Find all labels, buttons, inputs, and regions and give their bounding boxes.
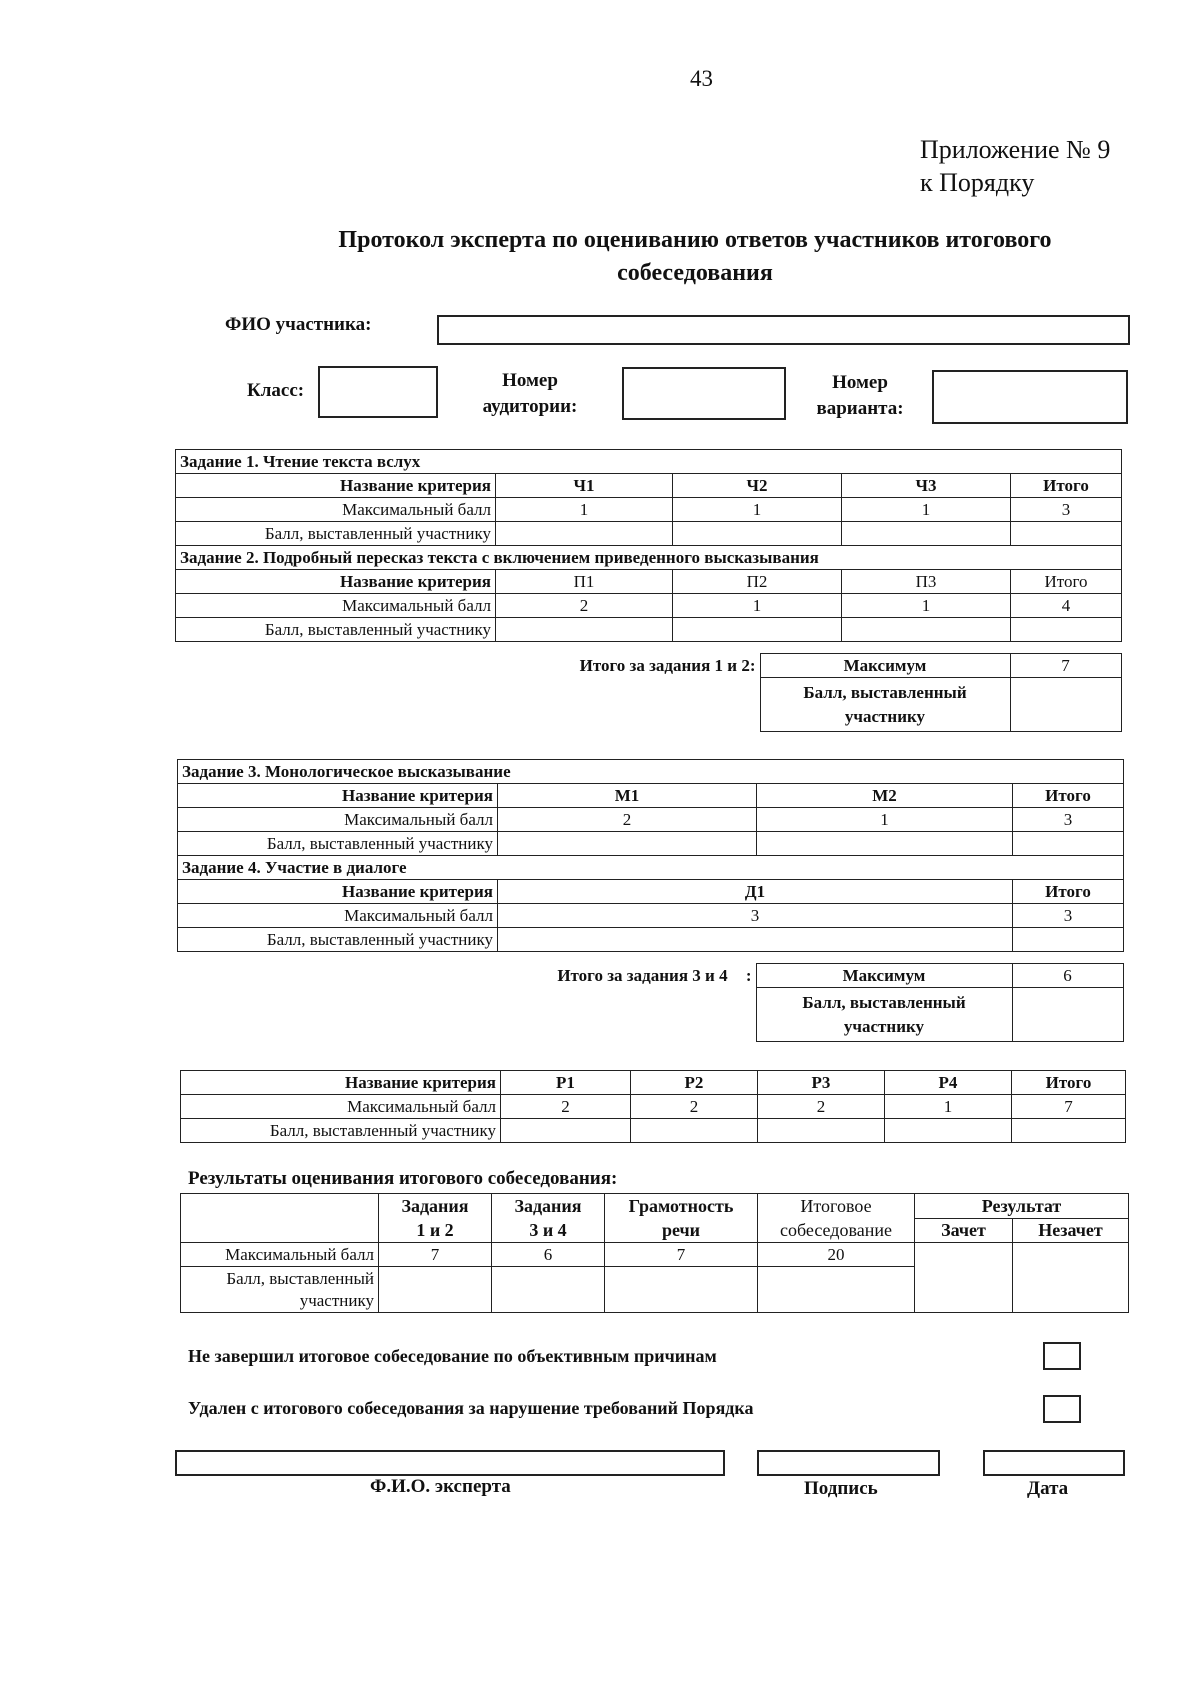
criterion-r1: Р1 — [501, 1071, 631, 1095]
task2-criteria-row — [176, 570, 1122, 594]
criterion-p2: П2 — [673, 570, 842, 594]
speech-given-row — [181, 1119, 1126, 1143]
max-p2: 1 — [673, 594, 842, 618]
given-label-line-2: участнику — [844, 706, 926, 726]
given-task2-total-cell[interactable] — [1011, 618, 1122, 642]
given-score-label: Балл, выставленный участнику — [178, 928, 498, 952]
given-label-line-1: Балл, выставленный — [803, 682, 967, 702]
task1-given-row — [176, 522, 1122, 546]
date-field[interactable] — [983, 1450, 1125, 1476]
results-pass-cell[interactable] — [915, 1243, 1013, 1313]
criterion-ch1: Ч1 — [496, 474, 673, 498]
given-r2-cell[interactable] — [631, 1119, 758, 1143]
task1-title: Задание 1. Чтение текста вслух — [176, 450, 1122, 474]
room-label-line-2: аудитории: — [482, 396, 578, 417]
given-r4-cell[interactable] — [885, 1119, 1012, 1143]
criterion-name-label: Название критерия — [181, 1071, 501, 1095]
max-total: 3 — [1013, 904, 1124, 928]
speech-max-row — [181, 1095, 1126, 1119]
variant-label-line-2: варианта: — [816, 398, 904, 419]
class-field[interactable] — [318, 366, 438, 418]
results-max-label: Максимальный балл — [181, 1243, 379, 1267]
given-task3-total-cell[interactable] — [1013, 832, 1124, 856]
max-m1: 2 — [498, 808, 757, 832]
sum-3-4-label — [500, 964, 756, 988]
results-given-label-line-2: участнику — [299, 1290, 374, 1310]
room-field[interactable] — [622, 367, 786, 420]
sum-3-4-label-text: Итого за задания 3 и 4 — [557, 965, 728, 985]
title-line-1: Протокол эксперта по оцениванию ответов участников итогового — [338, 227, 1052, 253]
expert-name-label: Ф.И.О. эксперта — [370, 1476, 511, 1497]
results-header-row-1 — [181, 1194, 1129, 1219]
room-label-line-1: Номер — [502, 370, 558, 391]
results-given-tasks-1-2-cell[interactable] — [379, 1267, 492, 1313]
sum-3-4-max: 6 — [1012, 964, 1123, 988]
task1-max-row — [176, 498, 1122, 522]
sum-1-2-given-cell[interactable] — [1010, 678, 1121, 732]
task4-title-row — [178, 856, 1124, 880]
max-ch2: 1 — [673, 498, 842, 522]
max-score-label: Максимальный балл — [178, 808, 498, 832]
results-table — [180, 1193, 1129, 1313]
results-col-tasks-1-2 — [379, 1194, 492, 1243]
signature-field[interactable] — [757, 1450, 940, 1476]
given-r1-cell[interactable] — [501, 1119, 631, 1143]
results-max-row — [181, 1243, 1129, 1267]
given-ch3-cell[interactable] — [842, 522, 1011, 546]
page-title — [255, 224, 1135, 290]
sum-1-2-table — [510, 653, 1122, 732]
speech-table — [180, 1070, 1126, 1143]
expert-name-field[interactable] — [175, 1450, 725, 1476]
results-given-tasks-3-4-cell[interactable] — [492, 1267, 605, 1313]
max-ch3: 1 — [842, 498, 1011, 522]
max-p3: 1 — [842, 594, 1011, 618]
results-col-tasks-3-4 — [492, 1194, 605, 1243]
task4-title: Задание 4. Участие в диалоге — [178, 856, 1124, 880]
given-label — [756, 988, 1012, 1042]
criterion-name-label: Название критерия — [176, 570, 496, 594]
results-col-tasks-1-2-line-1: Задания — [401, 1196, 469, 1216]
variant-label — [805, 370, 915, 422]
results-col-speech-line-2: речи — [661, 1220, 701, 1240]
sum-3-4-given-row — [500, 988, 1123, 1042]
results-max-final: 20 — [758, 1243, 915, 1267]
criterion-p1: П1 — [496, 570, 673, 594]
tasks-1-2-table — [175, 449, 1122, 642]
task1-title-row — [176, 450, 1122, 474]
given-score-label: Балл, выставленный участнику — [178, 832, 498, 856]
max-total: 3 — [1011, 498, 1122, 522]
max-total: 4 — [1011, 594, 1122, 618]
task3-max-row — [178, 808, 1124, 832]
criterion-p3: П3 — [842, 570, 1011, 594]
results-col-speech — [605, 1194, 758, 1243]
task4-given-row — [178, 928, 1124, 952]
results-col-final-line-2: собеседование — [780, 1220, 892, 1240]
criterion-m2: М2 — [757, 784, 1013, 808]
criterion-r4: Р4 — [885, 1071, 1012, 1095]
sum-3-4-given-cell[interactable] — [1012, 988, 1123, 1042]
task3-criteria-row — [178, 784, 1124, 808]
max-score-label: Максимальный балл — [176, 498, 496, 522]
total-label: Итого — [1013, 880, 1124, 904]
tasks-3-4-table — [177, 759, 1124, 952]
task2-max-row — [176, 594, 1122, 618]
class-label: Класс: — [247, 380, 305, 401]
task2-given-row — [176, 618, 1122, 642]
criterion-name-label: Название критерия — [178, 784, 498, 808]
appendix-reference — [920, 133, 1110, 199]
results-fail-label: Незачет — [1013, 1218, 1129, 1243]
given-label-line-1: Балл, выставленный — [802, 992, 966, 1012]
page-number: 43 — [690, 66, 713, 91]
given-m2-cell[interactable] — [757, 832, 1013, 856]
results-pass-label: Зачет — [915, 1218, 1013, 1243]
sum-3-4-max-row — [500, 964, 1123, 988]
removed-checkbox[interactable] — [1043, 1395, 1081, 1423]
results-given-final-cell[interactable] — [758, 1267, 915, 1313]
given-p2-cell[interactable] — [673, 618, 842, 642]
given-d1-cell[interactable] — [498, 928, 1013, 952]
sum-1-2-given-row — [510, 678, 1121, 732]
given-p1-cell[interactable] — [496, 618, 673, 642]
max-r1: 2 — [501, 1095, 631, 1119]
results-col-speech-line-1: Грамотность — [628, 1196, 734, 1216]
total-label: Итого — [1012, 1071, 1126, 1095]
results-given-speech-cell[interactable] — [605, 1267, 758, 1313]
given-label — [760, 678, 1010, 732]
given-label-line-2: участнику — [843, 1016, 925, 1036]
sum-1-2-max-row — [510, 654, 1121, 678]
results-max-tasks-3-4: 6 — [492, 1243, 605, 1267]
max-r3: 2 — [758, 1095, 885, 1119]
title-line-2: собеседования — [617, 260, 773, 286]
criterion-name-label: Название критерия — [178, 880, 498, 904]
appendix-line-2: к Порядку — [920, 168, 1035, 197]
results-fail-cell[interactable] — [1013, 1243, 1129, 1313]
signature-label: Подпись — [804, 1478, 878, 1499]
max-total: 3 — [1013, 808, 1124, 832]
results-max-speech: 7 — [605, 1243, 758, 1267]
max-total: 7 — [1012, 1095, 1126, 1119]
date-label: Дата — [1027, 1478, 1069, 1499]
max-score-label: Максимальный балл — [178, 904, 498, 928]
given-p3-cell[interactable] — [842, 618, 1011, 642]
given-score-label: Балл, выставленный участнику — [176, 618, 496, 642]
room-label — [465, 368, 595, 420]
given-m1-cell[interactable] — [498, 832, 757, 856]
results-col-final-line-1: Итоговое — [800, 1196, 872, 1216]
results-col-result: Результат — [915, 1194, 1129, 1219]
task3-title-row — [178, 760, 1124, 784]
sum-3-4-colon: : — [745, 965, 752, 985]
task3-given-row — [178, 832, 1124, 856]
results-max-tasks-1-2: 7 — [379, 1243, 492, 1267]
variant-field[interactable] — [932, 370, 1128, 424]
given-ch1-cell[interactable] — [496, 522, 673, 546]
sum-1-2-max: 7 — [1010, 654, 1121, 678]
max-r4: 1 — [885, 1095, 1012, 1119]
criterion-ch3: Ч3 — [842, 474, 1011, 498]
task4-criteria-row — [178, 880, 1124, 904]
results-col-tasks-1-2-line-2: 1 и 2 — [416, 1220, 454, 1240]
variant-label-line-1: Номер — [832, 372, 888, 393]
max-ch1: 1 — [496, 498, 673, 522]
results-col-tasks-3-4-line-2: 3 и 4 — [529, 1220, 567, 1240]
results-given-label-line-1: Балл, выставленный — [226, 1268, 374, 1288]
not-finished-checkbox[interactable] — [1043, 1342, 1081, 1370]
max-d1: 3 — [498, 904, 1013, 928]
results-col-tasks-3-4-line-1: Задания — [514, 1196, 582, 1216]
total-label: Итого — [1011, 474, 1122, 498]
sum-3-4-table — [500, 963, 1124, 1042]
criterion-name-label: Название критерия — [176, 474, 496, 498]
maximum-label: Максимум — [756, 964, 1012, 988]
task2-title-row — [176, 546, 1122, 570]
task3-title: Задание 3. Монологическое высказывание — [178, 760, 1124, 784]
removed-label: Удален с итогового собеседования за нарушение требований Порядка — [188, 1398, 754, 1418]
results-col-final — [758, 1194, 915, 1243]
criterion-r2: Р2 — [631, 1071, 758, 1095]
criterion-ch2: Ч2 — [673, 474, 842, 498]
criterion-m1: М1 — [498, 784, 757, 808]
given-r3-cell[interactable] — [758, 1119, 885, 1143]
total-label: Итого — [1011, 570, 1122, 594]
max-m2: 1 — [757, 808, 1013, 832]
results-title: Результаты оценивания итогового собеседования: — [188, 1168, 618, 1189]
speech-criteria-row — [181, 1071, 1126, 1095]
given-speech-total-cell[interactable] — [1012, 1119, 1126, 1143]
fio-label: ФИО участника: — [225, 314, 372, 335]
appendix-line-1: Приложение № 9 — [920, 135, 1111, 164]
results-given-label — [181, 1267, 379, 1313]
task2-title: Задание 2. Подробный пересказ текста с включением приведенного высказывания — [176, 546, 1122, 570]
max-score-label: Максимальный балл — [176, 594, 496, 618]
max-r2: 2 — [631, 1095, 758, 1119]
criterion-r3: Р3 — [758, 1071, 885, 1095]
given-task4-total-cell[interactable] — [1013, 928, 1124, 952]
sum-1-2-label: Итого за задания 1 и 2: — [579, 655, 756, 675]
max-score-label: Максимальный балл — [181, 1095, 501, 1119]
maximum-label: Максимум — [760, 654, 1010, 678]
max-p1: 2 — [496, 594, 673, 618]
task1-criteria-row — [176, 474, 1122, 498]
criterion-d1: Д1 — [498, 880, 1013, 904]
given-score-label: Балл, выставленный участнику — [181, 1119, 501, 1143]
not-finished-label: Не завершил итоговое собеседование по объективным причинам — [188, 1346, 717, 1366]
given-ch2-cell[interactable] — [673, 522, 842, 546]
total-label: Итого — [1013, 784, 1124, 808]
task4-max-row — [178, 904, 1124, 928]
fio-field[interactable] — [437, 315, 1130, 345]
given-score-label: Балл, выставленный участнику — [176, 522, 496, 546]
given-task1-total-cell[interactable] — [1011, 522, 1122, 546]
